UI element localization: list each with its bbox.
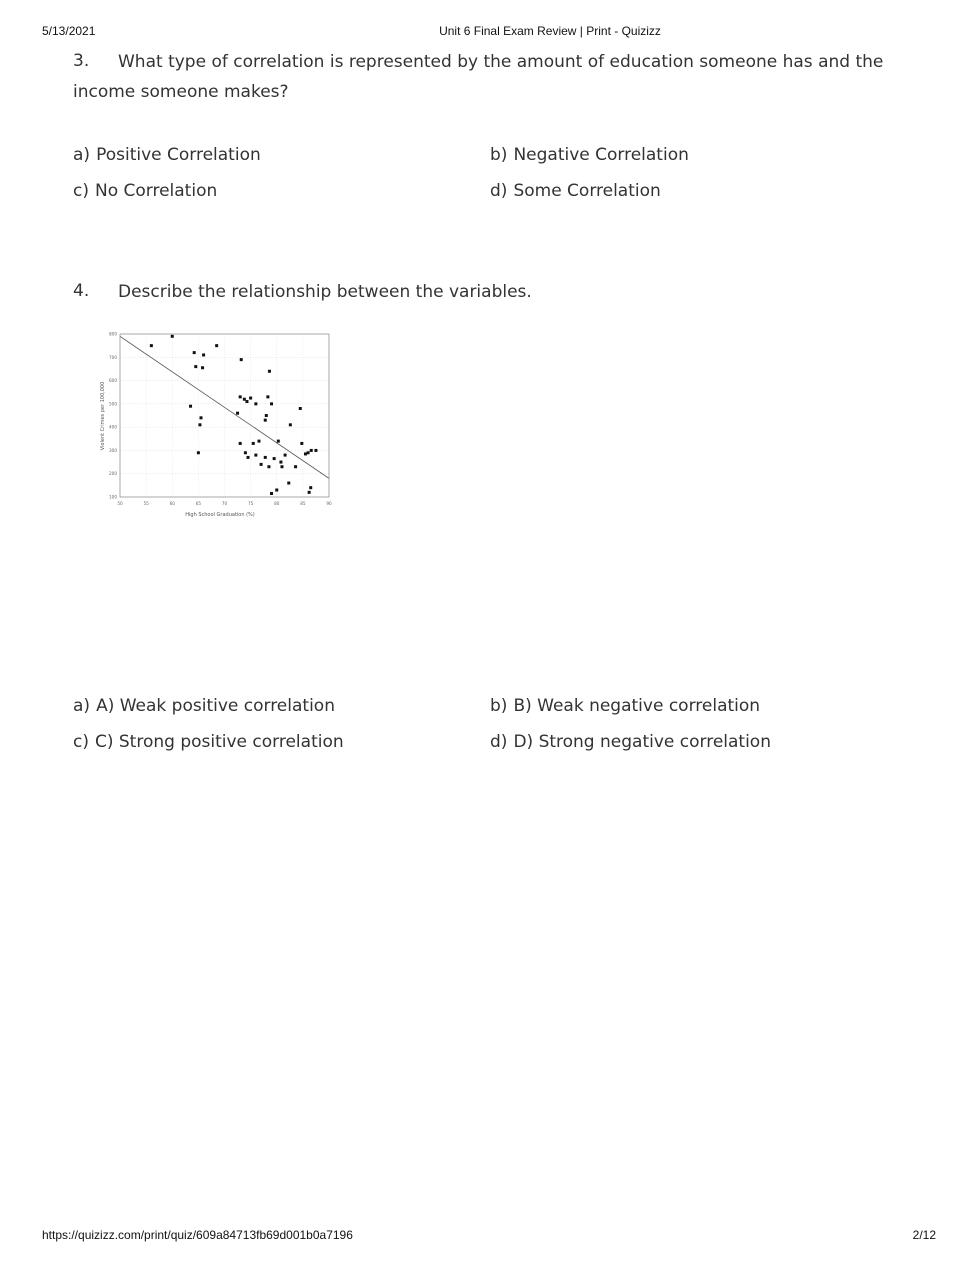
option-c[interactable] xyxy=(73,732,344,752)
data-point xyxy=(260,463,263,466)
y-tick-label: 100 xyxy=(109,494,117,500)
data-point xyxy=(247,456,250,459)
y-tick-label: 700 xyxy=(109,354,117,360)
option-text: Negative Correlation xyxy=(513,145,689,165)
data-point xyxy=(266,395,269,398)
data-point xyxy=(309,486,312,489)
data-point xyxy=(244,451,247,454)
data-point xyxy=(299,407,302,410)
option-a[interactable] xyxy=(73,145,261,165)
option-d[interactable] xyxy=(490,181,661,201)
data-point xyxy=(308,491,311,494)
data-point xyxy=(273,457,276,460)
data-point xyxy=(294,465,297,468)
option-b[interactable] xyxy=(490,145,689,165)
data-point xyxy=(277,440,280,443)
data-point xyxy=(249,397,252,400)
option-text: B) Weak negative correlation xyxy=(513,696,761,716)
option-text: D) Strong negative correlation xyxy=(513,732,771,752)
x-tick-label: 90 xyxy=(326,501,332,506)
data-point xyxy=(270,402,273,405)
data-point xyxy=(198,423,201,426)
option-c[interactable] xyxy=(73,181,217,201)
data-point xyxy=(197,451,200,454)
x-tick-label: 50 xyxy=(117,501,123,506)
y-tick-label: 200 xyxy=(109,471,117,477)
data-point xyxy=(215,344,218,347)
data-point xyxy=(270,492,273,495)
y-tick-label: 500 xyxy=(109,401,117,407)
option-text: Positive Correlation xyxy=(96,145,261,165)
data-point xyxy=(239,395,242,398)
data-point xyxy=(199,416,202,419)
option-letter: b) xyxy=(490,696,508,716)
data-point xyxy=(239,442,242,445)
data-point xyxy=(268,370,271,373)
data-point xyxy=(240,358,243,361)
x-axis-label: High School Graduation (%) xyxy=(185,512,255,518)
data-point xyxy=(202,353,205,356)
data-point xyxy=(287,482,290,485)
data-point xyxy=(275,489,278,492)
print-title: Unit 6 Final Exam Review | Print - Quizizz xyxy=(439,24,661,38)
option-text: No Correlation xyxy=(94,181,218,201)
data-point xyxy=(264,419,267,422)
data-point xyxy=(245,400,248,403)
question-number: 4. xyxy=(73,281,90,301)
print-url: https://quizizz.com/print/quiz/609a84713fb69d001b0a7196 xyxy=(42,1228,353,1242)
y-axis-label: Violent Crimes per 100,000 xyxy=(100,381,106,451)
page-number: 2/12 xyxy=(912,1228,936,1242)
option-letter: d) xyxy=(490,732,508,752)
data-point xyxy=(150,344,153,347)
data-point xyxy=(189,405,192,408)
data-point xyxy=(193,351,196,354)
data-point xyxy=(304,452,307,455)
y-tick-label: 400 xyxy=(109,424,117,430)
x-tick-label: 75 xyxy=(247,501,254,506)
x-tick-label: 70 xyxy=(221,501,228,506)
data-point xyxy=(254,454,257,457)
data-point xyxy=(257,440,260,443)
option-letter: a) xyxy=(73,696,91,716)
data-point xyxy=(243,398,246,401)
option-a[interactable] xyxy=(73,696,335,716)
data-point xyxy=(254,402,257,405)
option-letter: b) xyxy=(490,145,508,165)
data-point xyxy=(267,465,270,468)
data-point xyxy=(171,335,174,338)
data-point xyxy=(252,442,255,445)
option-letter: a) xyxy=(73,145,91,165)
print-date: 5/13/2021 xyxy=(42,24,96,38)
data-point xyxy=(310,449,313,452)
data-point xyxy=(284,454,287,457)
data-point xyxy=(265,414,268,417)
x-tick-label: 80 xyxy=(274,501,280,506)
option-text: C) Strong positive correlation xyxy=(94,732,344,752)
option-letter: c) xyxy=(73,181,89,201)
data-point xyxy=(280,465,283,468)
data-point xyxy=(314,449,317,452)
data-point xyxy=(201,366,204,369)
option-letter: d) xyxy=(490,181,508,201)
data-point xyxy=(300,442,303,445)
y-tick-label: 600 xyxy=(109,378,117,384)
data-point xyxy=(194,365,197,368)
data-point xyxy=(279,461,282,464)
scatter-plot xyxy=(96,328,336,520)
question-text: Describe the relationship between the variables. xyxy=(118,282,532,302)
x-tick-label: 85 xyxy=(300,501,306,506)
question-number: 3. xyxy=(73,51,90,71)
option-text: A) Weak positive correlation xyxy=(96,696,335,716)
x-tick-label: 55 xyxy=(143,501,149,506)
data-point xyxy=(289,423,292,426)
question-text: What type of correlation is represented by the amount of education someone has and the income someone makes? xyxy=(73,52,884,102)
data-point xyxy=(264,456,267,459)
y-tick-label: 300 xyxy=(109,447,117,453)
x-tick-label: 60 xyxy=(169,501,175,506)
option-b[interactable] xyxy=(490,696,760,716)
option-text: Some Correlation xyxy=(513,181,661,201)
data-point xyxy=(236,412,239,415)
option-d[interactable] xyxy=(490,732,771,752)
x-tick-label: 65 xyxy=(195,501,202,506)
data-point xyxy=(307,451,310,454)
y-tick-label: 800 xyxy=(109,331,117,337)
option-letter: c) xyxy=(73,732,89,752)
